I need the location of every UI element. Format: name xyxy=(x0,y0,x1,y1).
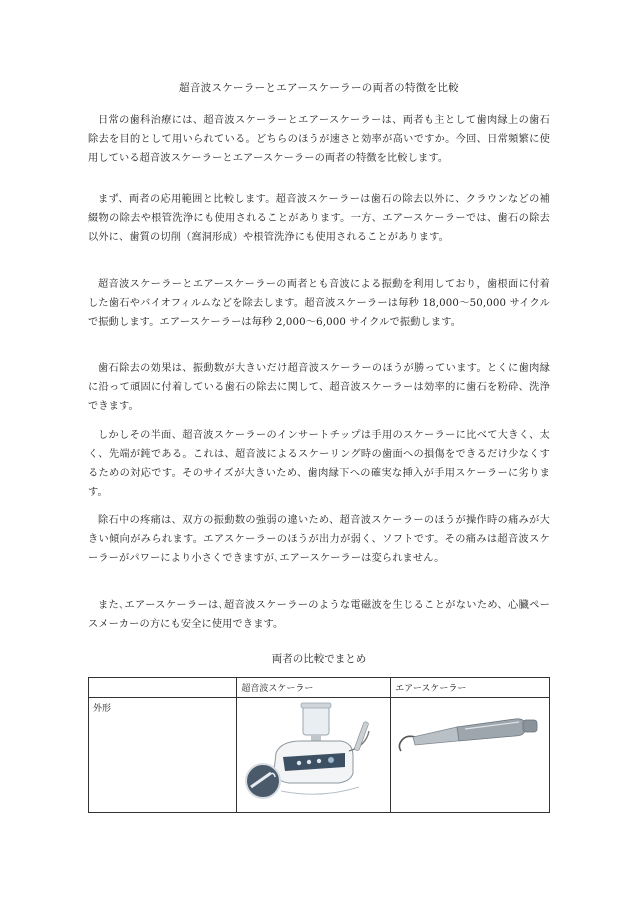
paragraph-pacemaker: また､エアースケーラーは､超音波スケーラーのような電磁波を生じることがないため、心臓ペースメーカーの方にも安全に使用できます。 xyxy=(88,600,550,630)
table-header-empty xyxy=(89,678,237,698)
table-row-label: 外形 xyxy=(89,698,237,813)
air-scaler-image xyxy=(395,701,541,801)
paragraph-intro: 日常の歯科治療には、超音波スケーラーとエアースケーラーは、両者も主として歯肉縁上の歯石除去を目的として用いられている。どちらのほうが速さと効率が高いですか。今回、日常頻繁に使用している超音波スケーラーとエアースケーラーの両者の特徴を比較します。 xyxy=(88,115,550,164)
paragraph-effect: 歯石除去の効果は、振動数が大きいだけ超音波スケーラーのほうが勝っています。とくに歯肉縁に沿って頑固に付着している歯石の除去に関して、超音波スケーラーは効率的に歯石を粉砕、洗浄できます。 xyxy=(88,363,550,412)
comparison-table xyxy=(88,677,550,813)
table-header-ultrasonic: 超音波スケーラー xyxy=(237,678,391,698)
air-scaler-image-cell xyxy=(391,698,550,813)
table-header-row xyxy=(89,678,550,698)
comparison-subtitle: 両者の比較でまとめ xyxy=(271,653,367,665)
document-title: 超音波スケーラーとエアースケーラーの両者の特徴を比較 xyxy=(179,82,459,94)
ultrasonic-scaler-image-cell xyxy=(237,698,391,813)
ultrasonic-scaler-image xyxy=(241,701,381,801)
table-row xyxy=(89,698,550,813)
paragraph-insert-tip: しかしその半面、超音波スケーラーのインサートチップは手用のスケーラーに比べて大きく、太く、先端が鈍である。これは、超音波によるスケーリング時の歯面への損傷をできるだけ少なくするための対応です。そのサイズが大きいため、歯肉縁下への確実な挿入が手用スケーラーに劣ります。 xyxy=(88,430,550,498)
paragraph-application: まず、両者の応用範囲と比較します。超音波スケーラーは歯石の除去以外に、クラウンなどの補綴物の除去や根管洗浄にも使用されることがあります。一方、エアースケーラーでは、歯石の除去以外に、歯質の切削（窩洞形成）や根管洗浄にも使用されることがあります。 xyxy=(88,194,550,243)
paragraph-pain: 除石中の疼痛は、双方の振動数の強弱の違いため、超音波スケーラーのほうが操作時の痛みが大きい傾向がみられます。エアスケーラーのほうが出力が弱く、ソフトです。その痛みは超音波スケーラーがパワーにより小さくできますが､エアースケーラーは変られません。 xyxy=(88,515,550,564)
table-header-air: エアースケーラー xyxy=(391,678,550,698)
paragraph-vibration: 超音波スケーラーとエアースケーラーの両者とも音波による振動を利用しており，歯根面に付着した歯石やバイオフィルムなどを除去します。超音波スケーラーは毎秒 18,000～50,000 サイクルで振動します。エアースケーラーは毎秒 2,000～6,000 サイクルで振動します。 xyxy=(88,279,550,328)
